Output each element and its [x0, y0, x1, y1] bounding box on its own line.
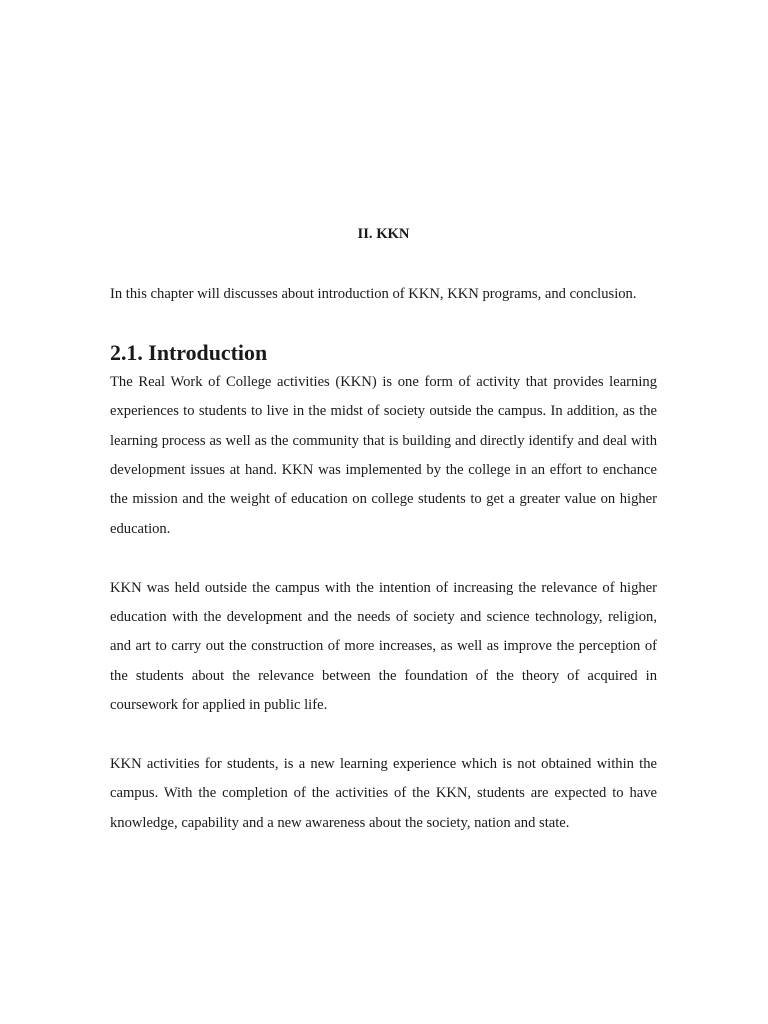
section-paragraph-2: KKN was held outside the campus with the intention of increasing the relevance of higher education with the development and the needs of society and science technology, religion, and art to carry out the construction of more increases, as well as improve the perception of the students about the relevance between the foundation of the theory of acquired in coursework for applied in public life.	[110, 579, 657, 714]
section-heading: 2.1. Introduction	[110, 340, 268, 366]
page-content	[110, 222, 657, 838]
chapter-title: II. KKN	[357, 226, 410, 242]
section-paragraph-1: The Real Work of College activities (KKN) is one form of activity that provides learning experiences to students to live in the midst of society outside the campus. In addition, as the learning process as well as the community that is building and directly identify and deal with development issues at hand. KKN was implemented by the college in an effort to enchance the mission and the weight of education on college students to get a greater value on higher education.	[110, 373, 657, 537]
chapter-intro-paragraph: In this chapter will discusses about introduction of KKN, KKN programs, and conclusion.	[110, 286, 637, 302]
section-paragraph-3: KKN activities for students, is a new learning experience which is not obtained within the campus. With the completion of the activities of the KKN, students are expected to have knowledge, capability and a new awareness about the society, nation and state.	[110, 756, 657, 831]
